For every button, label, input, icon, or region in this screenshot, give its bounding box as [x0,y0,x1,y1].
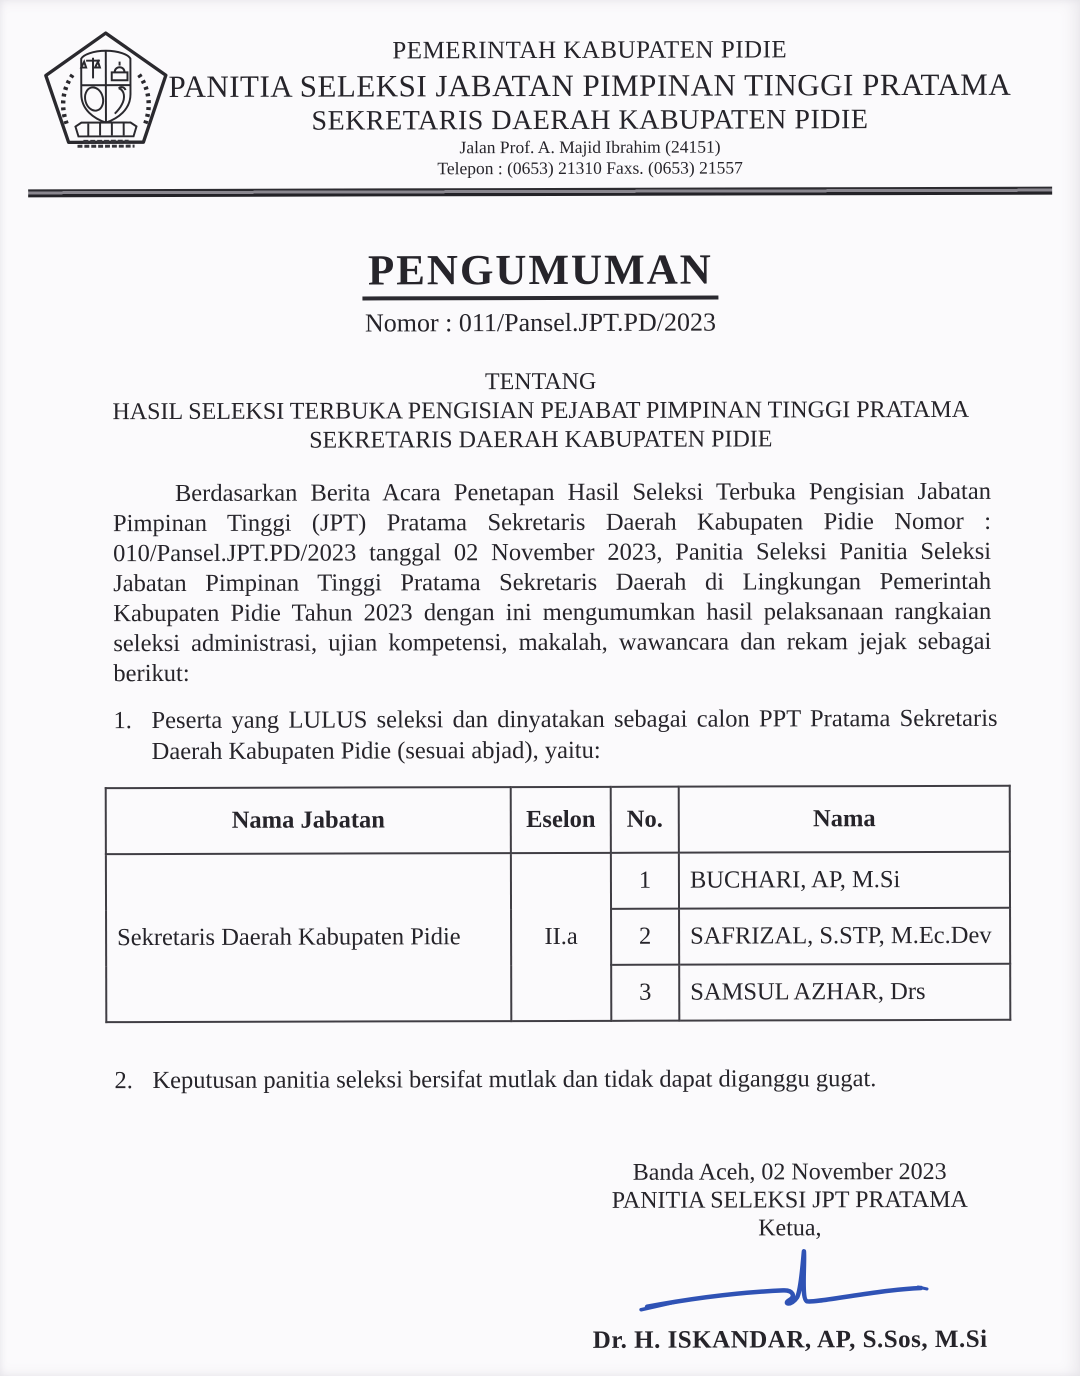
selection-results-table [105,785,1012,1023]
header-no: No. [611,787,679,853]
letterhead-office: SEKRETARIS DAERAH KABUPATEN PIDIE [311,104,869,137]
letterhead-phone: Telepon : (0653) 21310 Faxs. (0653) 21557 [437,157,743,179]
list-item-1-number: 1. [113,707,132,735]
list-item-2 [114,1063,998,1096]
subject-line-2: SEKRETARIS DAERAH KABUPATEN PIDIE [309,426,773,454]
list-item-1-text: Peserta yang LULUS seleksi dan dinyatakan sebagai calon PPT Pratama Sekretaris Daerah Kabupaten Pidie (sesuai abjad), yaitu: [151,704,998,766]
opening-paragraph: Berdasarkan Berita Acara Penetapan Hasil Seleksi Terbuka Pengisian Jabatan Pimpinan Tinggi (JPT) Pratama Sekretaris Daerah Kabupaten Pidie Nomor : 010/Pansel.JPT.PD/2023 tanggal 02 November 2023, Panitia Seleksi Panitia Seleksi Jabatan Pimpinan Tinggi Pratama Sekretaris Daerah di Lingkungan Pemerintah Kabupaten Pidie Tahun 2023 dengan ini mengumumkan hasil pelaksanaan rangkaian seleksi administrasi, ujian kompetensi, makalah, wawancara dan rekam jejak sebagai berikut: [112,477,992,688]
header-nama: Nama [679,786,1010,853]
cell-name-1: BUCHARI, AP, M.Si [679,852,1010,909]
signer-role: Ketua, [758,1215,822,1242]
letterhead-committee: PANITIA SELEKSI JABATAN PIMPINAN TINGGI PRATAMA [168,66,1012,104]
letterhead [0,0,1080,197]
list-item-1 [113,703,997,767]
header-nama-jabatan: Nama Jabatan [106,787,511,854]
cell-eselon: II.a [511,853,611,1021]
handwritten-signature [625,1246,955,1325]
pidie-regency-emblem-icon [42,29,170,151]
committee-name: PANITIA SELEKSI JPT PRATAMA [611,1186,968,1214]
document-number: Nomor : 011/Pansel.JPT.PD/2023 [364,307,717,338]
subject-block [1,367,1080,456]
cell-no-2: 2 [611,909,679,965]
cell-name-2: SAFRIZAL, S.STP, M.Ec.Dev [679,908,1010,965]
subject-line-1: HASIL SELEKSI TERBUKA PENGISIAN PEJABAT PIMPINAN TINGGI PRATAMA [112,396,970,426]
header-eselon: Eselon [511,787,611,853]
cell-no-3: 3 [611,965,679,1021]
document-title: PENGUMUMAN [362,248,719,301]
table-header-row [106,786,1010,854]
letterhead-address: Jalan Prof. A. Majid Ibrahim (24151) [459,136,721,158]
cell-name-3: SAMSUL AZHAR, Drs [679,964,1010,1021]
cell-position-name: Sekretaris Daerah Kabupaten Pidie [106,853,511,1022]
letterhead-text [160,33,1020,180]
signer-name: Dr. H. ISKANDAR, AP, S.Sos, M.Si [592,1325,988,1354]
place-and-date: Banda Aceh, 02 November 2023 [632,1158,947,1186]
cell-no-1: 1 [611,853,679,909]
table-row [106,852,1010,910]
list-item-2-text: Keputusan panitia seleksi bersifat mutlak dan tidak dapat diganggu gugat. [152,1065,877,1095]
list-item-2-number: 2. [114,1067,133,1095]
letterhead-government: PEMERINTAH KABUPATEN PIDIE [392,36,788,65]
letterhead-divider [28,187,1052,198]
subject-label: TENTANG [484,368,597,396]
signature-block [555,1158,1026,1355]
